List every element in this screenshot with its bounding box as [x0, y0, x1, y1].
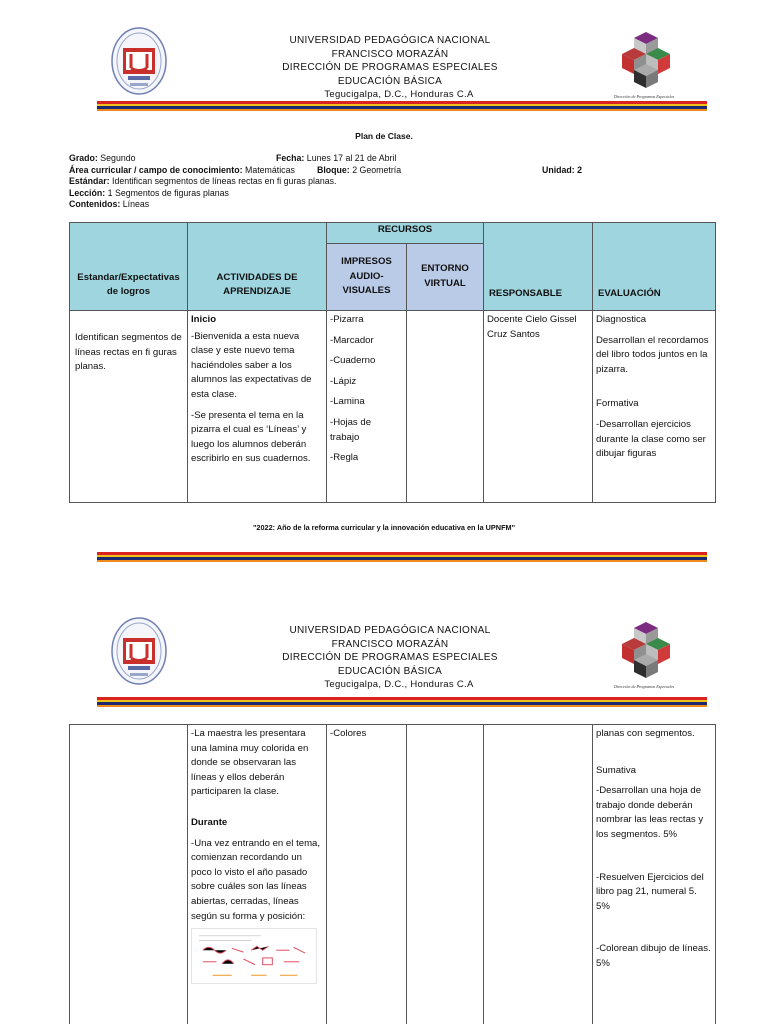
cell-responsable [484, 725, 593, 1024]
bloque-value: 2 Geometría [349, 164, 402, 175]
header-responsable: RESPONSABLE [484, 223, 593, 311]
recurso-item: -Marcador [330, 334, 374, 346]
header-city: Tegucigalpa, D.C., Honduras C.A [324, 89, 474, 100]
meta-row-estandar [69, 176, 629, 188]
cell-estandar [70, 725, 188, 1024]
lines-worksheet-thumbnail-icon [191, 928, 317, 984]
plan-title: Plan de Clase. [355, 131, 413, 141]
plan-metadata [69, 153, 629, 211]
header-actividades: ACTIVIDADES DE APRENDIZAJE [188, 223, 327, 311]
header-color-stripes [97, 697, 707, 708]
header-impresos: IMPRESOS AUDIO-VISUALES [327, 244, 407, 311]
plan-table [69, 222, 716, 503]
grado-value: Segundo [97, 153, 136, 163]
evaluacion-diagnostica: Diagnostica [596, 314, 647, 325]
actividad-durante: -Una vez entrando en el tema, comienzan recordando un poco lo visto el año pasado sobre cuáles son las líneas abiertas, cerradas, líneas según su forma y posición: [191, 837, 321, 922]
recurso-item: -Lápiz [330, 375, 357, 387]
header-university: UNIVERSIDAD PEDAGÓGICA NACIONAL [289, 625, 491, 636]
cell-evaluacion [593, 725, 716, 1024]
evaluacion-item: -Colorean dibujo de líneas. 5% [596, 943, 711, 969]
estandar-label: Estándar: [69, 176, 110, 187]
cell-actividades [188, 725, 327, 1024]
evaluacion-item: -Desarrollan ejercicios durante la clase como ser dibujar figuras [596, 418, 706, 460]
header-city: Tegucigalpa, D.C., Honduras C.A [324, 679, 474, 690]
page-header [0, 0, 768, 120]
header-francisco: FRANCISCO MORAZÁN [331, 638, 449, 650]
meta-row-leccion [69, 188, 629, 200]
header-university: UNIVERSIDAD PEDAGÓGICA NACIONAL [289, 35, 491, 46]
evaluacion-formativa: Formativa [596, 398, 639, 410]
page-header [0, 590, 768, 710]
recurso-item: -Colores [330, 728, 367, 739]
recurso-item: -Pizarra [330, 314, 364, 325]
header-educacion: EDUCACIÓN BÁSICA [337, 75, 443, 87]
header-recursos: RECURSOS [327, 223, 484, 244]
evaluacion-item: planas con segmentos. [596, 728, 695, 739]
meta-row-area [69, 165, 629, 177]
cell-evaluacion [593, 311, 716, 503]
leccion-label: Lección: [69, 187, 106, 198]
leccion-value: 1 Segmentos de figuras planas [105, 187, 229, 198]
actividad-lamina: -La maestra les presentara una lamina muy colorida en donde se observaran las líneas y ellos deberán participaren la clase. [191, 728, 309, 798]
university-seal-icon [110, 26, 168, 96]
footer-color-stripes [97, 552, 707, 563]
right-logo-caption: Dirección de Programas Especiales [613, 684, 675, 689]
grado-label: Grado: [69, 153, 98, 163]
area-label: Área curricular / campo de conocimiento: [69, 164, 243, 175]
durante-heading: Durante [191, 816, 228, 828]
cell-entorno [407, 725, 484, 1024]
header-educacion: EDUCACIÓN BÁSICA [337, 665, 443, 677]
fecha-label: Fecha: [276, 153, 305, 163]
header-direccion: DIRECCIÓN DE PROGRAMAS ESPECIALES [282, 62, 498, 73]
contenidos-label: Contenidos: [69, 199, 121, 210]
programas-especiales-logo-icon [612, 32, 676, 100]
actividad-tema: -Se presenta el tema en la pizarra el cual es ‘Líneas’ y luego los alumnos deberán escribirlo en sus cuadernos. [191, 409, 311, 465]
inicio-heading: Inicio [191, 314, 217, 325]
contenidos-value: Líneas [120, 199, 150, 210]
evaluacion-sumativa: Sumativa [596, 764, 636, 776]
programas-especiales-logo-icon [612, 622, 676, 690]
bloque-label: Bloque: [317, 164, 350, 175]
header-evaluacion: EVALUACIÓN [593, 223, 716, 311]
header-estandar: Estandar/Expectativas de logros [70, 223, 188, 311]
footer-quote: "2022: Año de la reforma curricular y la innovación educativa en la UPNFM" [252, 523, 516, 532]
university-seal-icon [110, 616, 168, 686]
meta-row-contenidos [69, 199, 629, 211]
table-row [70, 311, 716, 503]
header-color-stripes [97, 101, 707, 112]
evaluacion-item: -Resuelven Ejercicios del libro pag 21, numeral 5. 5% [596, 871, 704, 912]
recurso-item: -Cuaderno [330, 355, 376, 367]
cell-responsable: Docente Cielo Gissel Cruz Santos [484, 311, 593, 503]
fecha-value: Lunes 17 al 21 de Abril [304, 153, 397, 163]
header-direccion: DIRECCIÓN DE PROGRAMAS ESPECIALES [282, 652, 498, 663]
actividad-bienvenida: -Bienvenida a esta nueva clase y este nuevo tema haciéndoles saber a los alumnos las expectativas de esta clase. [191, 330, 312, 400]
recurso-item: -Lamina [330, 396, 365, 408]
evaluacion-item: -Desarrollan una hoja de trabajo donde deberán nombrar las leas rectas y los segmentos. 5% [596, 785, 704, 840]
meta-row-grado [69, 153, 629, 165]
table-row [70, 725, 716, 1024]
recurso-item: -Hojas de trabajo [330, 416, 372, 443]
recurso-item: -Regla [330, 452, 359, 464]
estandar-value: Identifican segmentos de líneas rectas en fi guras planas. [109, 176, 337, 187]
evaluacion-item: Desarrollan el recordamos del libro todos juntos en la pizarra. [596, 334, 709, 375]
cell-actividades [188, 311, 327, 503]
plan-table-continued [69, 724, 716, 1024]
cell-recursos [327, 311, 407, 503]
cell-recursos [327, 725, 407, 1024]
header-francisco: FRANCISCO MORAZÁN [331, 48, 449, 60]
header-entorno: ENTORNO VIRTUAL [407, 244, 484, 311]
cell-entorno [407, 311, 484, 503]
area-value: Matemáticas [242, 164, 295, 175]
right-logo-caption: Dirección de Programas Especiales [613, 94, 675, 99]
unidad-label: Unidad: 2 [542, 164, 583, 175]
cell-estandar: Identifican segmentos de líneas rectas en fi guras planas. [70, 311, 188, 503]
